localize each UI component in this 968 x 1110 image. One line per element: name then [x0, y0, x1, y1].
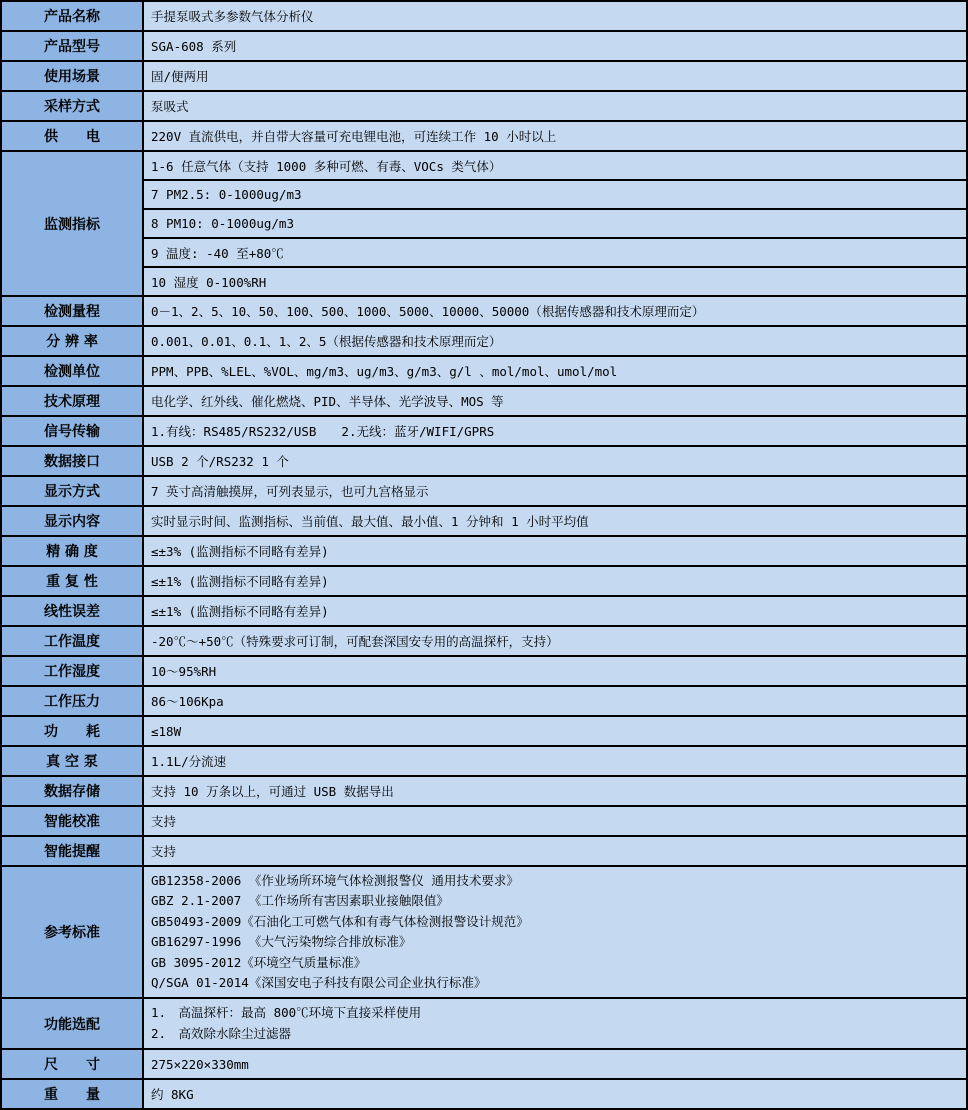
table-row [1, 476, 967, 506]
table-row [1, 806, 967, 836]
row-label: 智能校准 [1, 806, 143, 836]
value-line: GB16297-1996 《大气污染物综合排放标准》 [151, 934, 412, 950]
row-label: 工作湿度 [1, 656, 143, 686]
row-label: 采样方式 [1, 91, 143, 121]
table-row [1, 180, 967, 209]
row-value: 275×220×330mm [143, 1049, 967, 1079]
row-label: 数据接口 [1, 446, 143, 476]
row-label: 智能提醒 [1, 836, 143, 866]
row-value: 7 英寸高清触摸屏，可列表显示，也可九宫格显示 [143, 476, 967, 506]
table-row [1, 866, 967, 998]
value-line: Q/SGA 01-2014《深国安电子科技有限公司企业执行标准》 [151, 975, 487, 991]
table-row [1, 998, 967, 1049]
row-value: 220V 直流供电，并自带大容量可充电锂电池，可连续工作 10 小时以上 [143, 121, 967, 151]
table-row [1, 356, 967, 386]
row-value: 1.1L/分流速 [143, 746, 967, 776]
row-label: 数据存储 [1, 776, 143, 806]
table-row [1, 1, 967, 31]
row-value: 10 湿度 0-100%RH [143, 267, 967, 296]
row-value [143, 866, 967, 998]
value-line: GBZ 2.1-2007 《工作场所有害因素职业接触限值》 [151, 893, 449, 909]
table-row [1, 836, 967, 866]
value-line: GB12358-2006 《作业场所环境气体检测报警仪 通用技术要求》 [151, 873, 519, 888]
table-row [1, 31, 967, 61]
row-value: 86～106Kpa [143, 686, 967, 716]
row-value: 约 8KG [143, 1079, 967, 1109]
table-row [1, 716, 967, 746]
row-value: USB 2 个/RS232 1 个 [143, 446, 967, 476]
row-label: 检测量程 [1, 296, 143, 326]
row-label: 线性误差 [1, 596, 143, 626]
row-value: 支持 [143, 836, 967, 866]
row-value: 手提泵吸式多参数气体分析仪 [143, 1, 967, 31]
row-value: 7 PM2.5: 0-1000ug/m3 [143, 180, 967, 209]
table-row [1, 326, 967, 356]
row-label: 技术原理 [1, 386, 143, 416]
row-value: 0－1、2、5、10、50、100、500、1000、5000、10000、50000（根据传感器和技术原理而定） [143, 296, 967, 326]
table-row [1, 1079, 967, 1109]
row-value [143, 998, 967, 1049]
table-row [1, 566, 967, 596]
table-row [1, 746, 967, 776]
row-label: 真 空 泵 [1, 746, 143, 776]
row-value: 1-6 任意气体（支持 1000 多种可燃、有毒、VOCs 类气体） [143, 151, 967, 180]
table-row [1, 416, 967, 446]
row-label: 监测指标 [1, 151, 143, 296]
row-value: 泵吸式 [143, 91, 967, 121]
table-row [1, 386, 967, 416]
row-label: 功 耗 [1, 716, 143, 746]
row-label: 工作压力 [1, 686, 143, 716]
table-row [1, 506, 967, 536]
row-label: 使用场景 [1, 61, 143, 91]
row-value: 1.有线：RS485/RS232/USB 2.无线：蓝牙/WIFI/GPRS [143, 416, 967, 446]
value-line: GB 3095-2012《环境空气质量标准》 [151, 954, 367, 970]
row-label: 尺 寸 [1, 1049, 143, 1079]
row-label: 工作温度 [1, 626, 143, 656]
row-label: 重 量 [1, 1079, 143, 1109]
table-row [1, 91, 967, 121]
table-row [1, 209, 967, 238]
table-row [1, 686, 967, 716]
table-row [1, 1049, 967, 1079]
table-row [1, 626, 967, 656]
value-line: 2. 高效除水除尘过滤器 [151, 1025, 292, 1041]
row-label: 供 电 [1, 121, 143, 151]
row-value: 固/便两用 [143, 61, 967, 91]
row-value: 支持 [143, 806, 967, 836]
table-row [1, 446, 967, 476]
row-value: 支持 10 万条以上，可通过 USB 数据导出 [143, 776, 967, 806]
table-row [1, 151, 967, 180]
row-label: 产品名称 [1, 1, 143, 31]
row-value: 实时显示时间、监测指标、当前值、最大值、最小值、1 分钟和 1 小时平均值 [143, 506, 967, 536]
row-label: 显示内容 [1, 506, 143, 536]
value-line: 1. 高温探杆：最高 800℃环境下直接采样使用 [151, 1005, 422, 1021]
value-line: GB50493-2009《石油化工可燃气体和有毒气体检测报警设计规范》 [151, 913, 529, 929]
table-row [1, 656, 967, 686]
table-row [1, 61, 967, 91]
row-value: ≤±3% (监测指标不同略有差异) [143, 536, 967, 566]
row-value: 电化学、红外线、催化燃烧、PID、半导体、光学波导、MOS 等 [143, 386, 967, 416]
row-label: 分 辨 率 [1, 326, 143, 356]
row-value: PPM、PPB、%LEL、%VOL、mg/m3、ug/m3、g/m3、g/l 、mol/mol、umol/mol [143, 356, 967, 386]
row-value: 9 温度: -40 至+80℃ [143, 238, 967, 267]
table-row [1, 238, 967, 267]
row-label: 检测单位 [1, 356, 143, 386]
row-value: SGA-608 系列 [143, 31, 967, 61]
row-value: 8 PM10: 0-1000ug/m3 [143, 209, 967, 238]
row-label: 精 确 度 [1, 536, 143, 566]
row-label: 信号传输 [1, 416, 143, 446]
row-value: 10～95%RH [143, 656, 967, 686]
table-row [1, 596, 967, 626]
row-label: 显示方式 [1, 476, 143, 506]
row-value: ≤18W [143, 716, 967, 746]
table-row [1, 267, 967, 296]
table-row [1, 536, 967, 566]
table-row [1, 121, 967, 151]
row-value: -20℃～+50℃（特殊要求可订制，可配套深国安专用的高温探杆，支持） [143, 626, 967, 656]
row-value: 0.001、0.01、0.1、1、2、5（根据传感器和技术原理而定） [143, 326, 967, 356]
table-row [1, 776, 967, 806]
row-label: 功能选配 [1, 998, 143, 1049]
row-value: ≤±1% (监测指标不同略有差异) [143, 596, 967, 626]
row-label: 参考标准 [1, 866, 143, 998]
table-row [1, 296, 967, 326]
row-label: 产品型号 [1, 31, 143, 61]
row-label: 重 复 性 [1, 566, 143, 596]
row-value: ≤±1% (监测指标不同略有差异) [143, 566, 967, 596]
